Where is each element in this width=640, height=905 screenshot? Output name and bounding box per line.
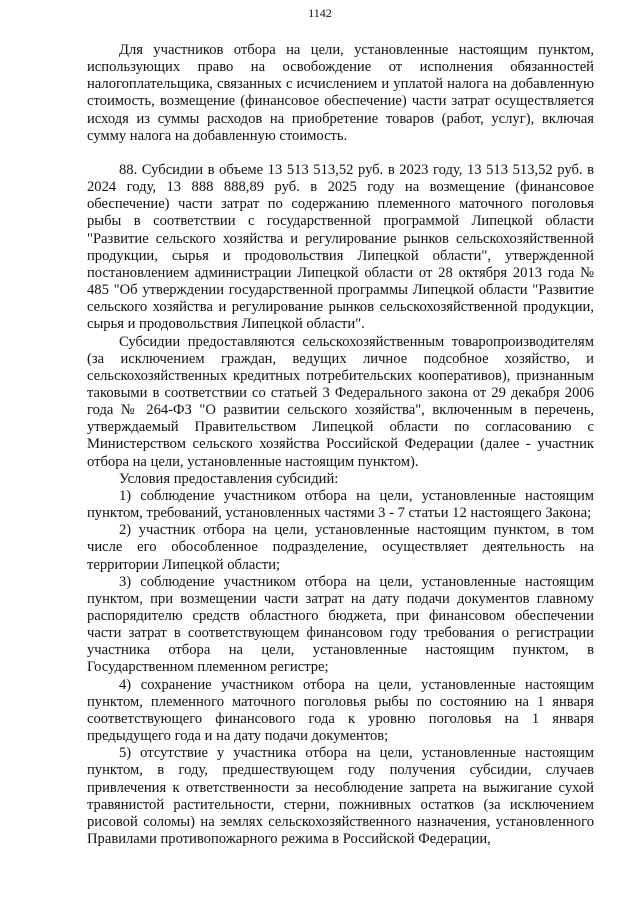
paragraph-recipients: Субсидии предоставляются сельскохозяйственным товаропроизводителям (за исключением граждан, ведущих личное подсобное хозяйство, и сельскохозяйственных кредитных потребительских кооперативов), признанным таковыми в соответствии со статьей 3 Федерального закона от 29 декабря 2006 года № 264-ФЗ "О развитии сельского хозяйства", включенным в перечень, утверждаемый Правительством Липецкой области по согласованию с Министерством сельского хозяйства Российской Федерации (далее - участник отбора на цели, установленные настоящим пунктом).	[87, 333, 594, 470]
paragraph-condition-5: 5) отсутствие у участника отбора на цели, установленные настоящим пунктом, в году, предшествующем году получения субсидии, случаев привлечения к ответственности за несоблюдение запрета на выжигание сухой травянистой растительности, стерни, пожнивных остатков (за исключением рисовой соломы) на землях сельскохозяйственного назначения, установленного Правилами противопожарного режима в Российской Федерации,	[87, 745, 594, 848]
paragraph-gap	[87, 145, 594, 162]
document-body	[87, 42, 594, 848]
page-number: 1142	[308, 6, 332, 20]
paragraph-vat-exemption: Для участников отбора на цели, установленные настоящим пунктом, использующих право на освобождение от исполнения обязанностей налогоплательщика, связанных с исчислением и уплатой налога на добавленную стоимость, возмещение (финансовое обеспечение) части затрат осуществляется исходя из суммы расходов на приобретение товаров (работ, услуг), включая сумму налога на добавленную стоимость.	[87, 42, 594, 144]
paragraph-condition-4: 4) сохранение участником отбора на цели, установленные настоящим пунктом, племенного маточного поголовья рыбы по состоянию на 1 января соответствующего финансового года к уровню поголовья на 1 января предыдущего года и на дату подачи документов;	[87, 676, 594, 745]
paragraph-item-88: 88. Субсидии в объеме 13 513 513,52 руб. в 2023 году, 13 513 513,52 руб. в 2024 году, 13 888 888,89 руб. в 2025 году на возмещение (финансовое обеспечение) части затрат по содержанию племенного маточного поголовья рыбы в соответствии с государственной программой Липецкой области "Развитие сельского хозяйства и регулирование рынков сельскохозяйственной продукции, сырья и продовольствия Липецкой области", утвержденной постановлением администрации Липецкой области от 28 октября 2013 года № 485 "Об утверждении государственной программы Липецкой области "Развитие сельского хозяйства и регулирование рынков сельскохозяйственной продукции, сырья и продовольствия Липецкой области".	[87, 161, 594, 333]
paragraph-condition-3: 3) соблюдение участником отбора на цели, установленные настоящим пунктом, при возмещении части затрат на дату подачи документов главному распорядителю средств областного бюджета, при финансовом обеспечении части затрат в соответствующем финансовом году требования о регистрации участника отбора на цели, установленные настоящим пунктом, в Государственном племенном регистре;	[87, 573, 594, 676]
paragraph-condition-1: 1) соблюдение участником отбора на цели, установленные настоящим пунктом, требований, установленных частями 3 - 7 статьи 12 настоящего Закона;	[87, 487, 594, 522]
paragraph-conditions-heading: Условия предоставления субсидий:	[119, 470, 339, 487]
paragraph-condition-2: 2) участник отбора на цели, установленные настоящим пунктом, в том числе его обособленное подразделение, осуществляет деятельность на территории Липецкой области;	[87, 522, 594, 573]
